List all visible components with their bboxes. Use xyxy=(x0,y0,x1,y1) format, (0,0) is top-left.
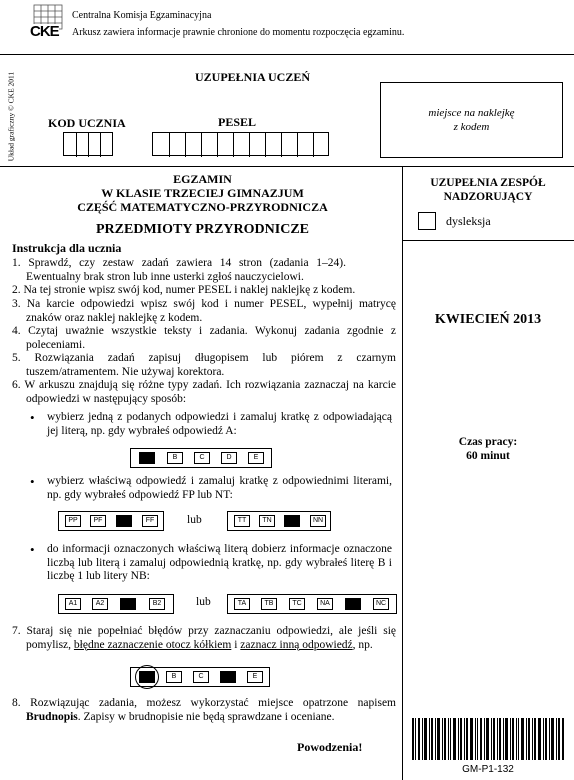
option-a-filled[interactable]: A xyxy=(139,452,155,464)
option-ta[interactable]: TA xyxy=(234,598,250,610)
exam-subject: PRZEDMIOTY PRZYRODNICZE xyxy=(96,222,309,237)
bullet-dot: • xyxy=(30,542,35,557)
option-c[interactable]: C xyxy=(194,452,210,464)
right-divider-1 xyxy=(402,240,574,241)
exam-title-line1: EGZAMIN xyxy=(173,172,232,186)
barcode-icon xyxy=(412,718,564,760)
instruction-6: 6. W arkuszu znajdują się różne typy zadań. Ich rozwiązania zaznaczaj na karcie odpowiedzi w następujący sposób: xyxy=(12,379,396,405)
closing-text: Powodzenia! xyxy=(297,740,363,754)
instructions-block xyxy=(12,242,396,256)
instruction-5: 5. Rozwiązania zadań zapisuj długopisem lub piórem z czarnym tuszem/atramentem. Nie używaj korektora. xyxy=(12,352,396,378)
dyslexia-label: dysleksja xyxy=(446,214,491,228)
bullet-2: wybierz właściwą odpowiedź i zamaluj kratkę z odpowiednimi literami, np. gdy wybrałeś odpowiedź FP lub NT: xyxy=(47,475,392,501)
barcode-code: GM-P1-132 xyxy=(462,764,514,775)
option-nn[interactable]: NN xyxy=(310,515,326,527)
instructions-title: Instrukcja dla ucznia xyxy=(12,241,122,255)
example-1-row xyxy=(130,448,272,468)
option-b2[interactable]: B2 xyxy=(149,598,165,610)
bullet-dot: • xyxy=(30,410,35,425)
bullet-dot: • xyxy=(30,474,35,489)
header-divider xyxy=(0,54,574,55)
sticker-placeholder xyxy=(380,82,563,158)
copyright-side-text: Układ graficzny © CKE 2011 xyxy=(6,71,16,162)
bullet-1: wybierz jedną z podanych odpowiedzi i zamaluj kratkę z odpowiadającą jej literą, np. gdy wybrałeś odpowiedź A: xyxy=(47,411,392,437)
instruction-3: 3. Na karcie odpowiedzi wpisz swój kod i numer PESEL, wypełnij matrycę znaków oraz naklej naklejkę z kodem. xyxy=(12,298,396,324)
option-pp[interactable]: PP xyxy=(65,515,81,527)
option-na[interactable]: NA xyxy=(317,598,333,610)
option-a2[interactable]: A2 xyxy=(92,598,108,610)
option-e[interactable]: E xyxy=(247,671,263,683)
instruction-2: 2. Na tej stronie wpisz swój kod, numer PESEL i naklej naklejkę z kodem. xyxy=(12,284,356,296)
org-name: Centralna Komisja Egzaminacyjna xyxy=(72,10,212,21)
bullet-3: do informacji oznaczonych właściwą literą dobierz informacje oznaczone liczbą lub literą i zamaluj odpowiednią kratkę, np. gdy wybrałeś literę B i liczbę 1 lub litery NB: xyxy=(47,543,392,582)
example-2b-row xyxy=(227,511,331,531)
option-a-circled[interactable]: A xyxy=(139,671,155,683)
option-fp-filled[interactable]: FP xyxy=(116,515,132,527)
instruction-1: 1. Sprawdź, czy zestaw zadań zawiera 14 stron (zadania 1–24). Ewentualny brak stron lub inne usterki zgłoś nauczycielowi. xyxy=(12,257,346,283)
option-d-filled[interactable]: D xyxy=(220,671,236,683)
option-b[interactable]: B xyxy=(166,671,182,683)
barcode xyxy=(412,718,564,760)
student-code-label: KOD UCZNIA xyxy=(48,116,126,130)
correction-circle-icon xyxy=(135,665,159,689)
exam-title-block xyxy=(60,172,345,214)
example-4-row xyxy=(130,667,270,687)
student-code-field[interactable] xyxy=(63,132,113,156)
or-label-1: lub xyxy=(187,514,202,526)
option-b1-filled[interactable]: B1 xyxy=(120,598,136,610)
team-section-title xyxy=(402,176,574,204)
column-divider xyxy=(402,166,403,780)
instruction-4: 4. Czytaj uważnie wszystkie teksty i zadania. Wykonuj zadania zgodnie z poleceniami. xyxy=(12,325,396,351)
option-tn[interactable]: TN xyxy=(259,515,275,527)
confidential-notice: Arkusz zawiera informacje prawnie chronione do momentu rozpoczęcia egzaminu. xyxy=(72,27,405,38)
option-tb[interactable]: TB xyxy=(261,598,277,610)
option-ff[interactable]: FF xyxy=(142,515,158,527)
team-title-line1: UZUPEŁNIA ZESPÓŁ xyxy=(430,177,546,189)
pesel-field[interactable] xyxy=(152,132,329,156)
option-nc[interactable]: NC xyxy=(373,598,389,610)
sticker-text: miejsce na naklejkę z kodem xyxy=(428,107,515,133)
example-3a-row xyxy=(58,594,174,614)
instruction-8: 8. Rozwiązując zadania, możesz wykorzystać miejsce opatrzone napisem Brudnopis. Zapisy w brudnopisie nie będą sprawdzane i oceniane. xyxy=(12,697,396,723)
option-nb-filled[interactable]: NB xyxy=(345,598,361,610)
exam-date: KWIECIEŃ 2013 xyxy=(434,312,542,327)
section-divider xyxy=(0,166,574,167)
pesel-label: PESEL xyxy=(218,115,257,129)
option-pf[interactable]: PF xyxy=(90,515,106,527)
example-2a-row xyxy=(58,511,164,531)
or-label-2: lub xyxy=(196,596,211,608)
exam-title-line2: W KLASIE TRZECIEJ GIMNAZJUM xyxy=(101,186,304,200)
option-tc[interactable]: TC xyxy=(289,598,305,610)
cke-logo xyxy=(30,4,64,42)
student-section-title: UZUPEŁNIA UCZEŃ xyxy=(195,70,311,84)
team-title-line2: NADZORUJĄCY xyxy=(443,191,533,203)
option-b[interactable]: B xyxy=(167,452,183,464)
logo-text: CKE xyxy=(30,23,59,40)
time-value: 60 minut xyxy=(466,450,510,462)
option-c[interactable]: C xyxy=(193,671,209,683)
instruction-7: 7. Staraj się nie popełniać błędów przy zaznaczaniu odpowiedzi, ale jeśli się pomylisz, błędne zaznaczenie otocz kółkiem i zaznacz inną odpowiedź, np. xyxy=(12,625,396,651)
exam-title-line3: CZĘŚĆ MATEMATYCZNO-PRZYRODNICZA xyxy=(77,200,328,214)
dyslexia-checkbox[interactable] xyxy=(418,212,436,230)
option-nt-filled[interactable]: NT xyxy=(284,515,300,527)
time-label: Czas pracy: xyxy=(458,436,518,448)
option-a1[interactable]: A1 xyxy=(65,598,81,610)
option-tt[interactable]: TT xyxy=(234,515,250,527)
example-3b-row xyxy=(227,594,397,614)
option-e[interactable]: E xyxy=(248,452,264,464)
option-d[interactable]: D xyxy=(221,452,237,464)
